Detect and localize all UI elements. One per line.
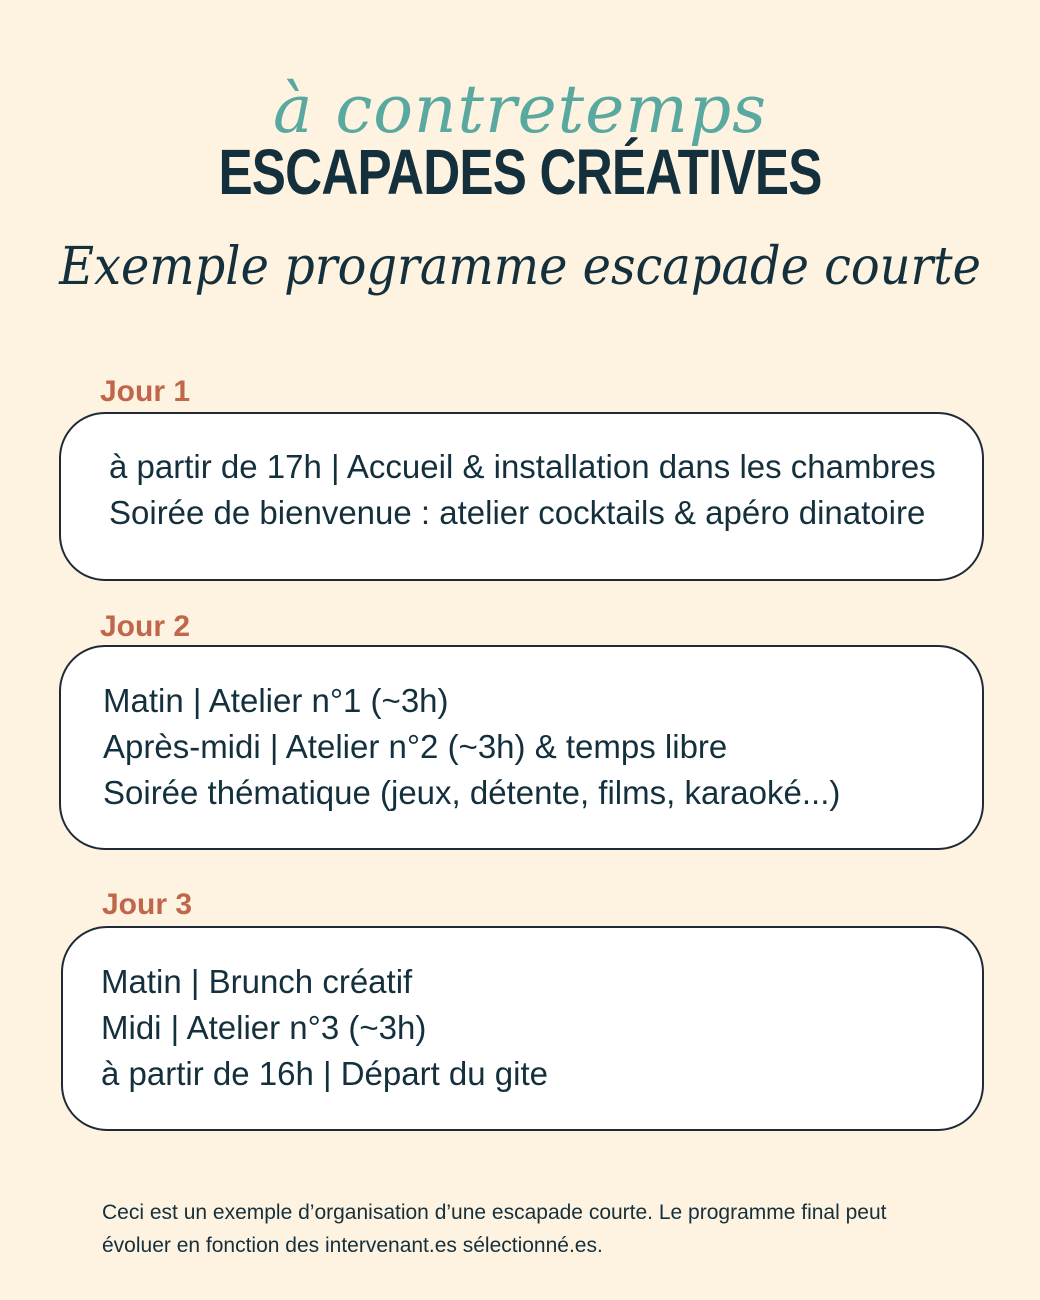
day-3-card	[61, 926, 984, 1131]
disclaimer-footnote: Ceci est un exemple d’organisation d’une escapade courte. Le programme final peut évoluer en fonction des intervenant.es sélectionné.es.	[102, 1201, 887, 1257]
brand-main-wordmark: ESCAPADES CRÉATIVES	[218, 136, 822, 208]
day-2-card	[59, 645, 984, 850]
day-2-line-2: Après-midi | Atelier n°2 (~3h) & temps libre	[103, 728, 728, 765]
day-1-card	[59, 412, 984, 581]
day-1-line-2: Soirée de bienvenue : atelier cocktails & apéro dinatoire	[109, 494, 926, 531]
brand-script-wordmark: à contretemps	[273, 71, 767, 146]
day-3-label: Jour 3	[102, 888, 193, 921]
day-2-line-3: Soirée thématique (jeux, détente, films, karaoké...)	[103, 774, 841, 811]
day-1-label: Jour 1	[100, 375, 191, 408]
day-3-line-3: à partir de 16h | Départ du gite	[101, 1055, 549, 1092]
page-title: Exemple programme escapade courte	[59, 237, 981, 297]
day-3-line-2: Midi | Atelier n°3 (~3h)	[101, 1009, 427, 1046]
day-3-line-1: Matin | Brunch créatif	[101, 963, 413, 1000]
day-1-line-1: à partir de 17h | Accueil & installation dans les chambres	[109, 448, 936, 485]
brand-logo	[0, 60, 1040, 210]
day-2-label: Jour 2	[100, 610, 191, 643]
day-2-line-1: Matin | Atelier n°1 (~3h)	[103, 682, 449, 719]
